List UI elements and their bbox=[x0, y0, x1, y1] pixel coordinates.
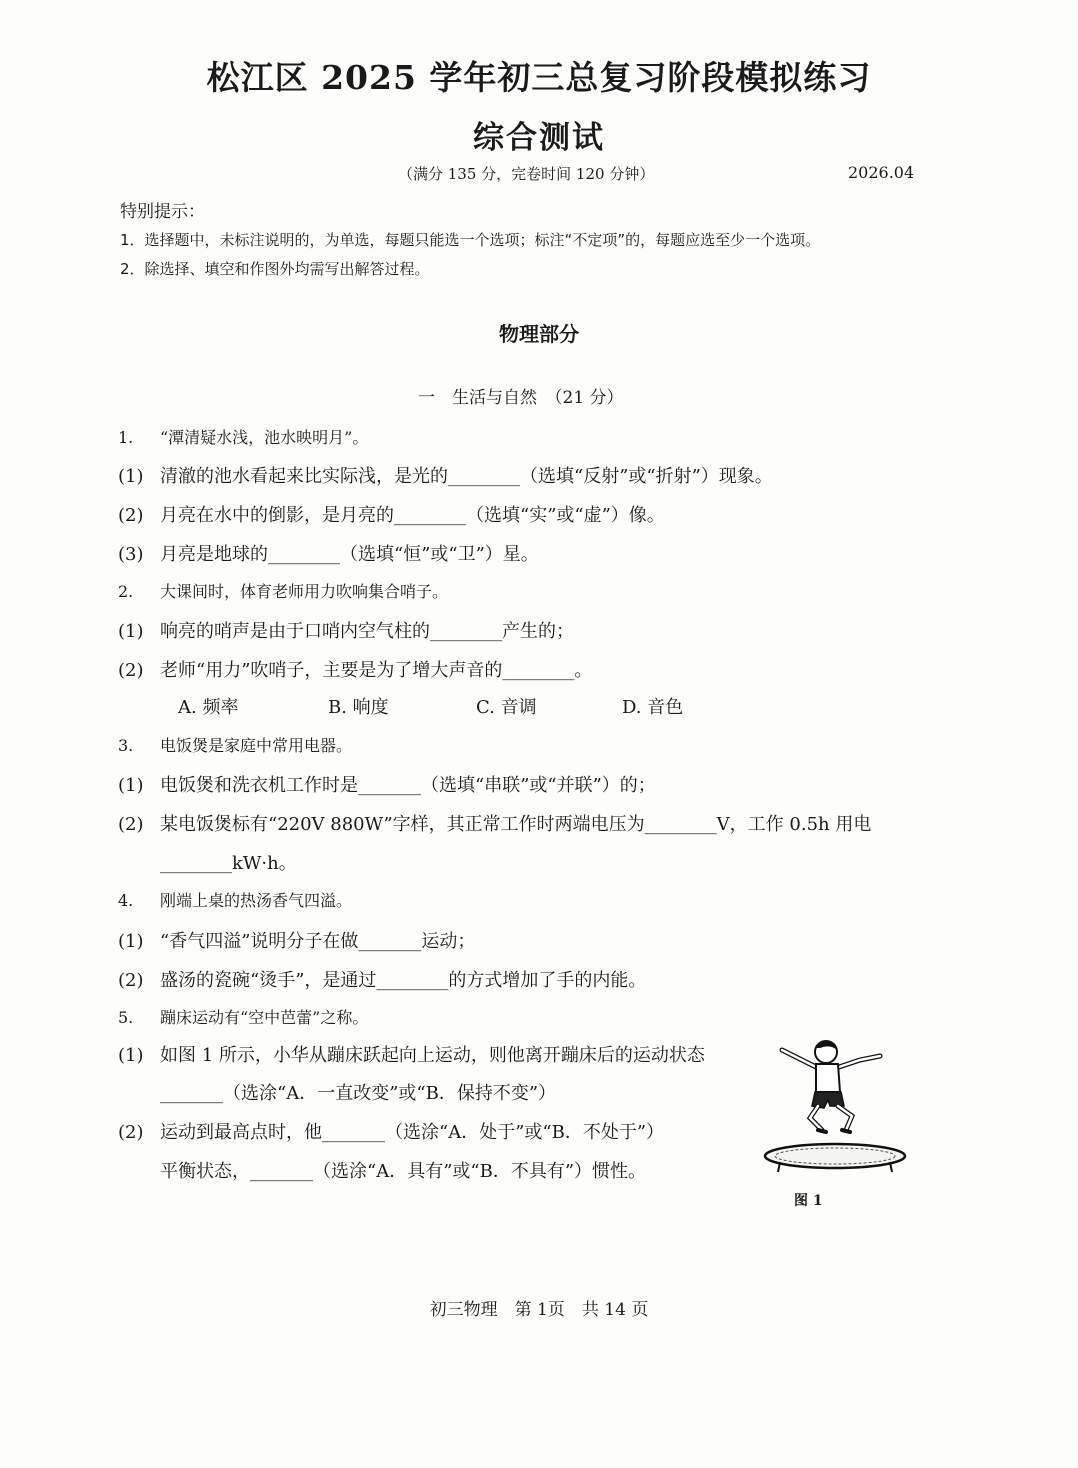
sub-number: (2) bbox=[118, 1122, 144, 1143]
page-footer: 初三物理 第 1页 共 14 页 bbox=[429, 1300, 649, 1320]
exam-date: 2026.04 bbox=[848, 163, 915, 182]
exam-title: 松江区 2025 学年初三总复习阶段模拟练习 bbox=[206, 58, 872, 97]
question-number: 4. bbox=[118, 891, 134, 910]
question-text: 刚端上桌的热汤香气四溢。 bbox=[160, 891, 353, 910]
question-4-sub-1 bbox=[118, 927, 475, 953]
sub-number: (1) bbox=[118, 621, 144, 642]
sub-number: (1) bbox=[118, 931, 144, 952]
tip-item-1: 1．选择题中，未标注说明的，为单选，每题只能选一个选项；标注“不定项”的，每题应选至少一个选项。 bbox=[120, 231, 821, 249]
tip-item-2: 2．除选择、填空和作图外均需写出解答过程。 bbox=[120, 260, 430, 278]
sub-text: 月亮在水中的倒影，是月亮的________（选填“实”或“虚”）像。 bbox=[160, 505, 665, 526]
question-5-sub-2-continued: 平衡状态，_______（选涂“A．具有”或“B．不具有”）惯性。 bbox=[160, 1161, 647, 1182]
question-number: 3. bbox=[118, 736, 134, 755]
sub-number: (1) bbox=[118, 466, 144, 487]
trampoline-jumper-illustration bbox=[760, 1030, 910, 1175]
sub-number: (2) bbox=[118, 814, 144, 835]
sub-text: 月亮是地球的________（选填“恒”或“卫”）星。 bbox=[160, 544, 539, 565]
sub-text: 盛汤的瓷碗“烫手”，是通过________的方式增加了手的内能。 bbox=[160, 970, 647, 991]
section-title: 物理部分 bbox=[499, 322, 579, 346]
option-b: B. 响度 bbox=[328, 697, 389, 718]
question-2-sub-1 bbox=[118, 617, 574, 643]
tips-heading: 特别提示： bbox=[120, 202, 205, 222]
sub-text: 清澈的池水看起来比实际浅，是光的________（选填“反射”或“折射”）现象。 bbox=[160, 466, 773, 487]
sub-number: (1) bbox=[118, 775, 144, 796]
question-number: 2. bbox=[118, 582, 134, 601]
question-4-sub-2 bbox=[118, 966, 646, 992]
sub-text: 老师“用力”吹哨子，主要是为了增大声音的________。 bbox=[160, 660, 593, 681]
sub-number: (2) bbox=[118, 660, 144, 681]
sub-number: (3) bbox=[118, 544, 144, 565]
sub-text: “香气四溢”说明分子在做_______运动； bbox=[160, 931, 476, 952]
sub-text: 某电饭煲标有“220V 880W”字样，其正常工作时两端电压为________V，工作 0.5h 用电 bbox=[160, 814, 872, 835]
sub-number: (2) bbox=[118, 970, 144, 991]
question-text: 蹦床运动有“空中芭蕾”之称。 bbox=[160, 1008, 369, 1027]
question-4-stem bbox=[118, 888, 352, 911]
question-1-sub-2 bbox=[118, 501, 665, 527]
sub-text: 电饭煲和洗衣机工作时是_______（选填“串联”或“并联”）的； bbox=[160, 775, 656, 796]
question-5-sub-1-continued: _______（选涂“A．一直改变”或“B．保持不变”） bbox=[160, 1083, 557, 1104]
question-2-stem bbox=[118, 579, 448, 602]
option-a: A. 频率 bbox=[178, 697, 239, 718]
question-text: 大课间时，体育老师用力吹响集合哨子。 bbox=[160, 582, 449, 601]
sub-number: (1) bbox=[118, 1045, 144, 1066]
option-c: C. 音调 bbox=[476, 697, 537, 718]
score-time-note: （满分 135 分，完卷时间 120 分钟） bbox=[398, 165, 655, 183]
option-d: D. 音色 bbox=[622, 697, 684, 718]
sub-number: (2) bbox=[118, 505, 144, 526]
question-5-sub-2 bbox=[118, 1118, 664, 1144]
sub-text: 运动到最高点时，他_______（选涂“A．处于”或“B．不处于”） bbox=[160, 1122, 665, 1143]
question-text: “潭清疑水浅，池水映明月”。 bbox=[160, 428, 369, 447]
figure-caption: 图 1 bbox=[794, 1193, 823, 1209]
question-5-sub-1 bbox=[118, 1041, 705, 1067]
question-3-stem bbox=[118, 733, 352, 756]
question-3-sub-1 bbox=[118, 771, 656, 797]
question-number: 1. bbox=[118, 428, 134, 447]
subsection-title: 一 生活与自然 （21 分） bbox=[418, 388, 624, 408]
question-5-stem bbox=[118, 1005, 368, 1028]
question-3-sub-2 bbox=[118, 810, 871, 836]
sub-text: 如图 1 所示，小华从蹦床跃起向上运动，则他离开蹦床后的运动状态 bbox=[160, 1045, 705, 1066]
question-1-sub-1 bbox=[118, 462, 773, 488]
exam-subtitle: 综合测试 bbox=[473, 120, 605, 156]
question-2-sub-2 bbox=[118, 656, 592, 682]
question-number: 5. bbox=[118, 1008, 134, 1027]
question-3-sub-2-continued: ________kW·h。 bbox=[160, 853, 297, 874]
question-text: 电饭煲是家庭中常用电器。 bbox=[160, 736, 353, 755]
question-1-sub-3 bbox=[118, 540, 539, 566]
sub-text: 响亮的哨声是由于口哨内空气柱的________产生的； bbox=[160, 621, 574, 642]
question-1-stem bbox=[118, 425, 368, 448]
